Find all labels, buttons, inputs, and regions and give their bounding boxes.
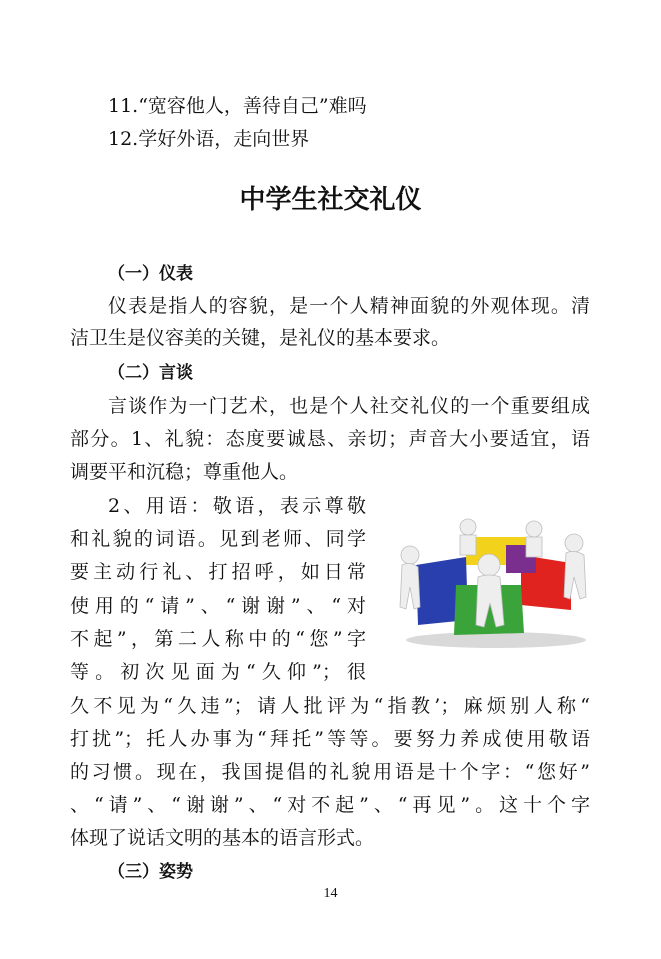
paragraph-line: 调要平和沉稳；尊重他人。 [70, 461, 299, 483]
paragraph-line: 要主动行礼、打招呼，如日常 [70, 561, 366, 583]
shadow [406, 632, 586, 648]
paragraph-line: 洁卫生是仪容美的关键，是礼仪的基本要求。 [70, 327, 451, 349]
paragraph-line: 不起”，第二人称中的“您”字 [70, 628, 366, 650]
figure-left [400, 546, 420, 609]
paragraph-line: 久不见为“久违”；请人批评为“指教’；麻烦别人称“ [70, 695, 590, 717]
section-heading-posture: （三）姿势 [108, 862, 193, 882]
paragraph-line: 的习惯。现在，我国提倡的礼貌用语是十个字：“您好” [70, 761, 590, 783]
paragraph-line: 体现了说话文明的基本的语言形式。 [70, 827, 375, 849]
figure-right [564, 534, 586, 599]
paragraph-line: 和礼貌的词语。见到老师、同学 [70, 528, 366, 550]
paragraph-line: 言谈作为一门艺术，也是个人社交礼仪的一个重要组成 [108, 395, 590, 417]
teamwork-puzzle-figures-illustration [396, 515, 596, 650]
paragraph-line: 仪表是指人的容貌，是一个人精神面貌的外观体现。清 [108, 295, 590, 317]
page-title: 中学生社交礼仪 [239, 185, 422, 215]
paragraph-line: 打扰”；托人办事为“拜托”等等。要努力养成使用敬语 [70, 728, 590, 750]
figure-back-left [460, 519, 476, 555]
paragraph-line: 2、用语：敬语，表示尊敬 [108, 495, 366, 517]
paragraph-line: 部分。1、礼貌：态度要诚恳、亲切；声音大小要适宜，语 [70, 428, 590, 450]
page-number: 14 [323, 886, 338, 901]
paragraph-line: 等。初次见面为“久仰”；很 [70, 661, 366, 683]
section-heading-speech: （二）言谈 [108, 363, 193, 383]
paragraph-line: 使用的“请”、“谢谢”、“对 [70, 595, 366, 617]
list-item-11: 11.“宽容他人，善待自己”难吗 [108, 95, 367, 117]
section-heading-appearance: （一）仪表 [108, 264, 193, 284]
figure-back-right [526, 521, 542, 557]
list-item-12: 12.学好外语，走向世界 [108, 128, 310, 150]
paragraph-line: 、“请”、“谢谢”、“对不起”、“再见”。这十个字 [70, 794, 590, 816]
